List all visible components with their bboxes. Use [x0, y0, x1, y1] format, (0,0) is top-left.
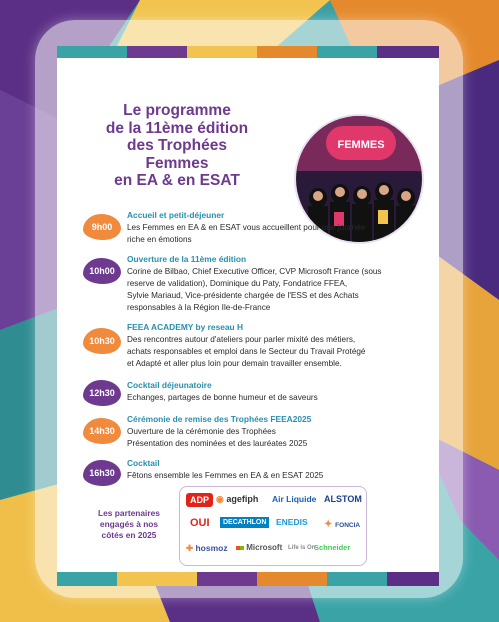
logo-agefiph-text: agefiph [226, 494, 259, 504]
item-heading: Cérémonie de remise des Trophées FEEA2025 [127, 414, 312, 424]
body-line: Fêtons ensemble les Femmes en EA & en ESAT 2025 [127, 471, 324, 480]
body-line: riche en émotions [127, 235, 192, 244]
time-badge: 14h30 [83, 418, 121, 444]
partners-label-line: côtés en 2025 [101, 530, 157, 540]
time-badge: 10h00 [83, 258, 121, 284]
body-line: Sylvie Mariaud, Vice-présidente chargée de l'ESS et des Achats [127, 291, 359, 300]
item-body [127, 334, 427, 370]
title-line: en EA & en ESAT [114, 172, 240, 189]
logo-foncia [324, 519, 360, 530]
item-heading: Cocktail déjeunatoire [127, 380, 212, 390]
body-line: Echanges, partages de bonne humeur et de saveurs [127, 393, 318, 402]
body-line: responsables à la Région Ile-de-France [127, 303, 271, 312]
hosmoz-mark-icon: ✚ [186, 543, 196, 553]
partners-label [83, 508, 175, 541]
item-heading: Cocktail [127, 458, 160, 468]
logo-enedis: ENEDIS [276, 517, 308, 527]
logo-schneider: Schneider [314, 543, 351, 552]
partners-label-line: engagés à nos [99, 519, 159, 529]
body-line: Les Femmes en EA & en ESAT vous accueillent pour une journée [127, 223, 366, 232]
title-line: de la 11ème édition [105, 119, 249, 137]
item-heading: Accueil et petit-déjeuner [127, 210, 225, 220]
item-heading: Ouverture de la 11ème édition [127, 254, 247, 264]
logo-air-liquide: Air Liquide [272, 494, 317, 504]
time-badge: 12h30 [83, 380, 121, 406]
top-color-strip [57, 46, 439, 58]
title-line: Le programme [123, 102, 231, 119]
partners-label-line: Les partenaires [98, 508, 160, 518]
item-body [127, 470, 427, 482]
time-badge: 10h30 [83, 328, 121, 354]
item-body [127, 392, 427, 404]
item-body [127, 426, 427, 450]
item-body [127, 222, 427, 246]
title-line: Femmes [145, 154, 209, 172]
title-line: des Trophées [127, 137, 227, 154]
logo-hosmoz [186, 543, 228, 554]
item-heading: FEEA ACADEMY by reseau H [127, 322, 244, 332]
bottom-color-strip [57, 572, 439, 586]
logo-decathlon: DECATHLON [220, 517, 269, 528]
time-badge: 16h30 [83, 460, 121, 486]
program-card [57, 46, 439, 586]
agefiph-mark-icon: ◉ [216, 494, 227, 504]
partner-logos-box [179, 486, 367, 566]
foncia-mark-icon: ✦ [324, 519, 336, 530]
logo-microsoft [236, 543, 282, 552]
logo-hosmoz-text: hosmoz [195, 543, 228, 553]
body-line: Ouverture de la cérémonie des Trophées [127, 427, 276, 436]
logo-alstom: ALSTOM [324, 494, 362, 504]
body-line: reserve de validation), Dominique du Paty, Fondatrice FFEA, [127, 279, 348, 288]
body-line: et Adapté et aller plus loin pour demain travailler ensemble. [127, 359, 342, 368]
body-line: achats responsables et emploi dans le Secteur du Travail Protégé [127, 347, 366, 356]
logo-life-is-on: Life is On [288, 545, 316, 551]
logo-oui: OUI [190, 517, 210, 529]
body-line: Présentation des nominées et des lauréates 2025 [127, 439, 308, 448]
microsoft-squares-icon [236, 543, 244, 552]
program-title [87, 102, 267, 190]
time-badge: 9h00 [83, 214, 121, 240]
photo-banner-text: FEMMES [337, 139, 385, 151]
logo-foncia-text: FONCIA [335, 522, 361, 529]
body-line: Corine de Bilbao, Chief Executive Officer, CVP Microsoft France (sous [127, 267, 382, 276]
logo-adp: ADP [186, 493, 213, 507]
logo-agefiph [216, 494, 258, 505]
logo-microsoft-text: Microsoft [246, 543, 283, 552]
item-body [127, 266, 427, 314]
body-line: Des rencontres autour d'ateliers pour parler mixité des métiers, [127, 335, 356, 344]
